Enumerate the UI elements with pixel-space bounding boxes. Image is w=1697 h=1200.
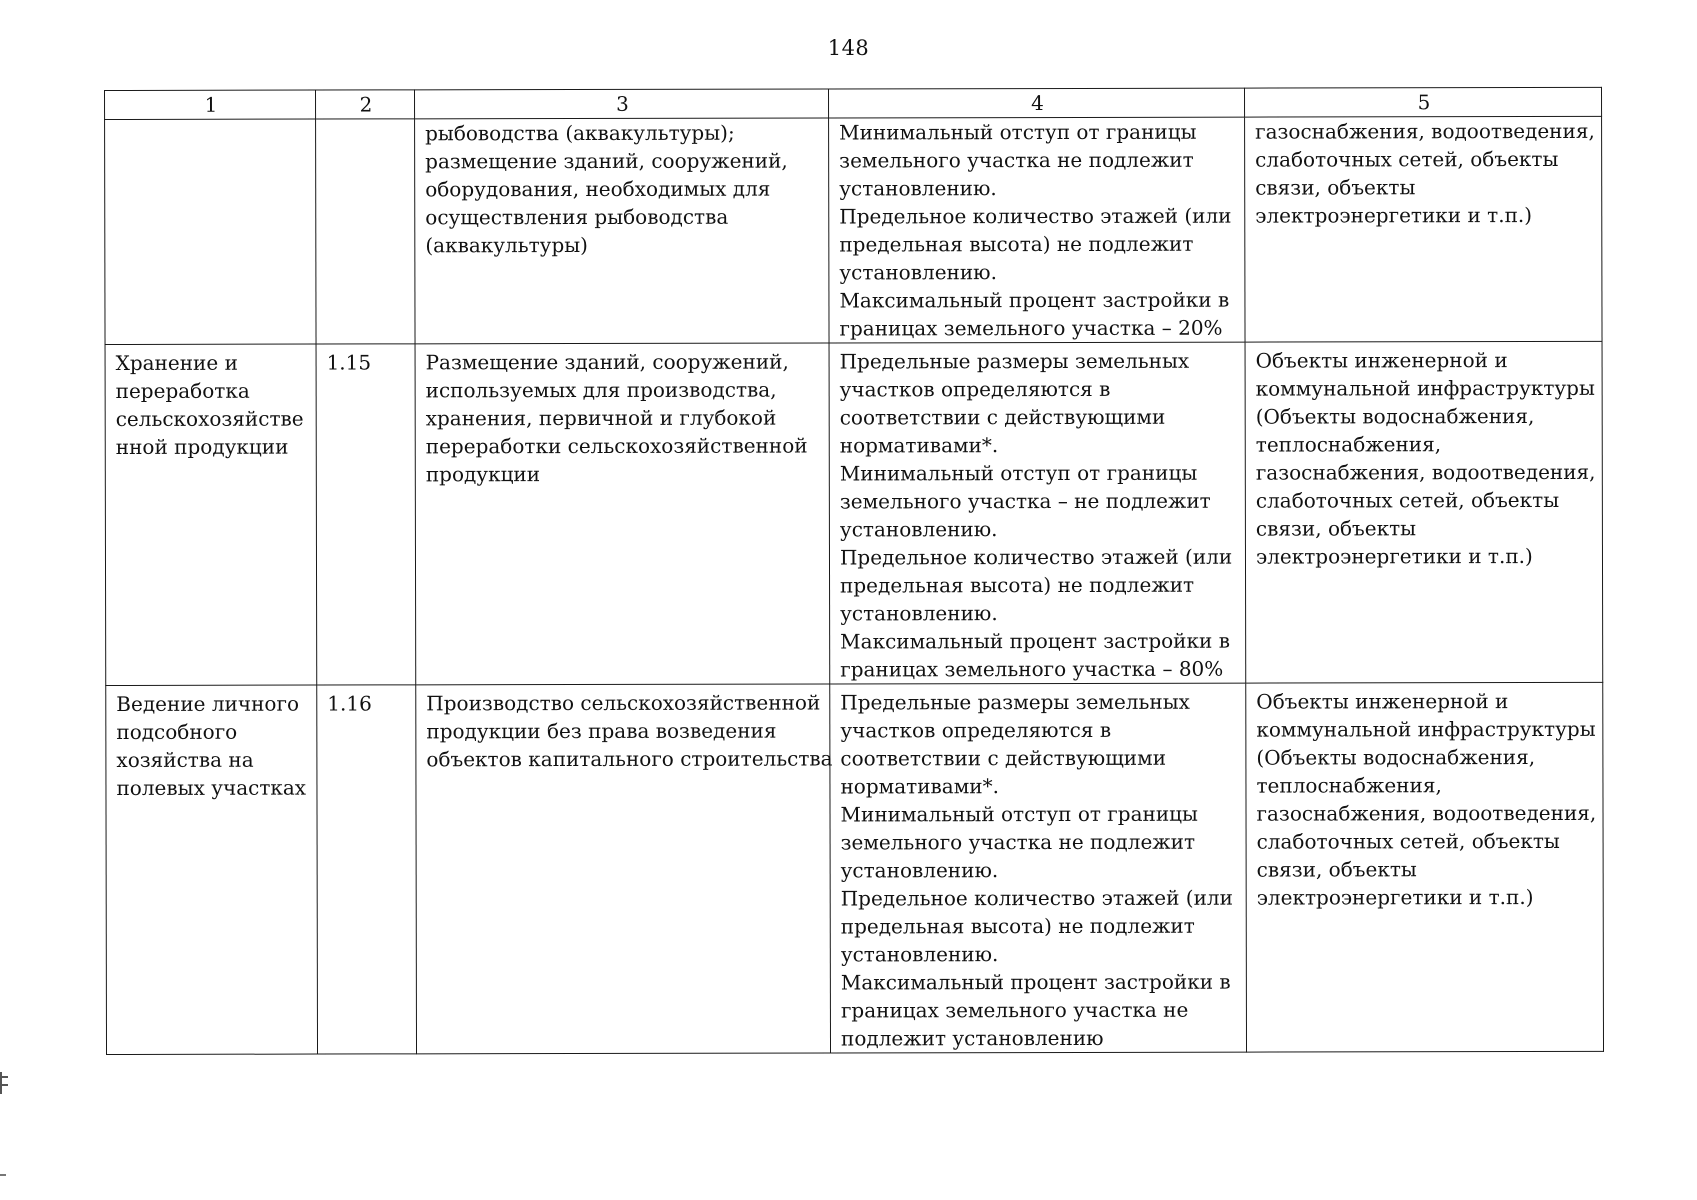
- column-header-5: 5: [1244, 87, 1601, 117]
- cell-text-line: коммунальной инфраструктуры: [1255, 375, 1595, 401]
- cell-text-line: теплоснабжения,: [1256, 773, 1442, 798]
- cell-text-line: соответствии с действующими: [840, 745, 1167, 771]
- cell-text-line: земельного участка – не подлежит: [839, 488, 1211, 514]
- column-header-2: 2: [316, 90, 415, 119]
- scan-margin-tick: [0, 1174, 6, 1176]
- cell-text-line: электроэнергетики и т.п.): [1255, 544, 1533, 569]
- cell-text-line: установлению.: [839, 260, 997, 285]
- use-name-cell: [106, 685, 318, 1054]
- cell-text-line: теплоснабжения,: [1255, 432, 1442, 457]
- use-code-cell: [317, 685, 417, 1054]
- cell-text-line: установлению.: [840, 942, 999, 967]
- cell-text-line: участков определяются в: [840, 717, 1112, 743]
- cell-text-line: Предельное количество этажей (или: [839, 544, 1233, 570]
- use-name-cell: [105, 119, 316, 344]
- cell-text-line: оборудования, необходимых для: [425, 176, 771, 202]
- cell-text-line: нормативами*.: [840, 774, 999, 799]
- cell-text-line: Минимальный отступ от границы: [839, 460, 1198, 486]
- cell-text-line: нной продукции: [115, 434, 289, 459]
- cell-text-line: установлению.: [840, 858, 999, 883]
- parameters-cell: [829, 117, 1245, 343]
- cell-text-line: земельного участка не подлежит: [839, 147, 1194, 173]
- cell-text-line: участков определяются в: [839, 376, 1111, 402]
- cell-text-line: Максимальный процент застройки в: [839, 287, 1230, 313]
- table-row: [105, 341, 1603, 685]
- use-description-cell: [415, 343, 830, 685]
- use-description-cell: [416, 684, 831, 1054]
- cell-text-line: рыбоводства (аквакультуры);: [425, 120, 735, 146]
- cell-text-line: установлению.: [840, 601, 998, 626]
- cell-text-line: переработка: [115, 378, 250, 403]
- cell-text-line: (аквакультуры): [425, 232, 588, 258]
- cell-text-line: Максимальный процент застройки в: [840, 628, 1230, 654]
- column-header-1: 1: [105, 90, 316, 119]
- parameters-cell: [830, 683, 1247, 1053]
- column-header-4: 4: [828, 88, 1244, 118]
- cell-text-line: предельная высота) не подлежит: [840, 913, 1195, 939]
- cell-text-line: слаботочных сетей, объекты: [1255, 146, 1559, 172]
- cell-text-line: границах земельного участка – 80%: [840, 656, 1224, 682]
- cell-text-line: земельного участка не подлежит: [840, 829, 1196, 855]
- use-name-cell: [105, 344, 317, 685]
- cell-text-line: объектов капитального строительства: [426, 746, 833, 772]
- table-row: [106, 682, 1604, 1054]
- cell-text-line: (Объекты водоснабжения,: [1256, 745, 1536, 770]
- cell-text-line: Предельное количество этажей (или: [840, 885, 1233, 911]
- cell-text-line: связи, объекты: [1255, 175, 1416, 200]
- use-description-cell: [415, 118, 829, 344]
- cell-text-line: связи, объекты: [1255, 516, 1417, 541]
- cell-text-line: соответствии с действующими: [839, 404, 1166, 430]
- cell-text-line: продукции: [425, 462, 541, 487]
- cell-text-line: границах земельного участка – 20%: [839, 315, 1223, 341]
- cell-text-line: Предельные размеры земельных: [839, 348, 1190, 374]
- table-row: [105, 116, 1602, 344]
- cell-text-line: электроэнергетики и т.п.): [1255, 203, 1533, 228]
- parameters-cell: [829, 342, 1246, 684]
- table-header: [105, 87, 1602, 119]
- cell-text-line: нормативами*.: [839, 433, 999, 458]
- cell-text-line: осуществления рыбоводства: [425, 204, 729, 230]
- zoning-table: [104, 87, 1604, 1055]
- cell-text-line: Объекты инженерной и: [1255, 348, 1508, 373]
- cell-text-line: электроэнергетики и т.п.): [1256, 885, 1534, 910]
- page-number: 148: [827, 36, 870, 60]
- use-code-cell: [316, 119, 415, 344]
- cell-text-line: продукции без права возведения: [426, 718, 777, 744]
- cell-text-line: хозяйства на: [116, 747, 254, 772]
- cell-text-line: Размещение зданий, сооружений,: [425, 349, 789, 375]
- cell-text-line: Предельные размеры земельных: [840, 689, 1190, 715]
- scan-margin-mark: [0, 1072, 8, 1094]
- cell-text-line: Минимальный отступ от границы: [840, 801, 1198, 827]
- cell-text-line: 1.15: [326, 350, 372, 375]
- cell-text-line: Объекты инженерной и: [1256, 689, 1509, 714]
- cell-text-line: газоснабжения, водоотведения,: [1255, 118, 1595, 144]
- cell-text-line: хранения, первичной и глубокой: [425, 405, 777, 431]
- cell-text-line: Максимальный процент застройки в: [840, 969, 1231, 995]
- use-code-cell: [316, 344, 416, 685]
- cell-text-line: слаботочных сетей, объекты: [1255, 487, 1560, 513]
- cell-text-line: установлению.: [839, 176, 997, 201]
- cell-text-line: сельскохозяйстве: [115, 406, 304, 431]
- cell-text-line: размещение зданий, сооружений,: [425, 148, 788, 174]
- cell-text-line: Ведение личного: [116, 691, 299, 716]
- cell-text-line: 1.16: [327, 691, 372, 716]
- cell-text-line: Хранение и: [115, 350, 238, 375]
- column-header-3: 3: [415, 89, 829, 119]
- cell-text-line: газоснабжения, водоотведения,: [1255, 459, 1596, 485]
- cell-text-line: полевых участках: [116, 775, 307, 800]
- cell-text-line: установлению.: [839, 517, 998, 542]
- cell-text-line: связи, объекты: [1256, 857, 1417, 882]
- cell-text-line: предельная высота) не подлежит: [840, 572, 1195, 598]
- cell-text-line: предельная высота) не подлежит: [839, 231, 1194, 257]
- cell-text-line: подсобного: [116, 719, 238, 744]
- cell-text-line: Предельное количество этажей (или: [839, 203, 1232, 229]
- cell-text-line: (Объекты водоснабжения,: [1255, 404, 1535, 429]
- cell-text-line: границах земельного участка не: [840, 997, 1189, 1023]
- cell-text-line: подлежит установлению: [840, 1025, 1104, 1051]
- objects-cell: [1245, 341, 1603, 683]
- cell-text-line: переработки сельскохозяйственной: [425, 433, 808, 459]
- header-row: [105, 87, 1602, 119]
- cell-text-line: Производство сельскохозяйственной: [426, 690, 821, 716]
- cell-text-line: используемых для производства,: [425, 377, 777, 403]
- cell-text-line: газоснабжения, водоотведения,: [1256, 800, 1597, 826]
- cell-text-line: слаботочных сетей, объекты: [1256, 828, 1560, 854]
- objects-cell: [1246, 682, 1604, 1052]
- objects-cell: [1245, 116, 1602, 342]
- cell-text-line: коммунальной инфраструктуры: [1256, 716, 1596, 742]
- cell-text-line: Минимальный отступ от границы: [839, 119, 1197, 145]
